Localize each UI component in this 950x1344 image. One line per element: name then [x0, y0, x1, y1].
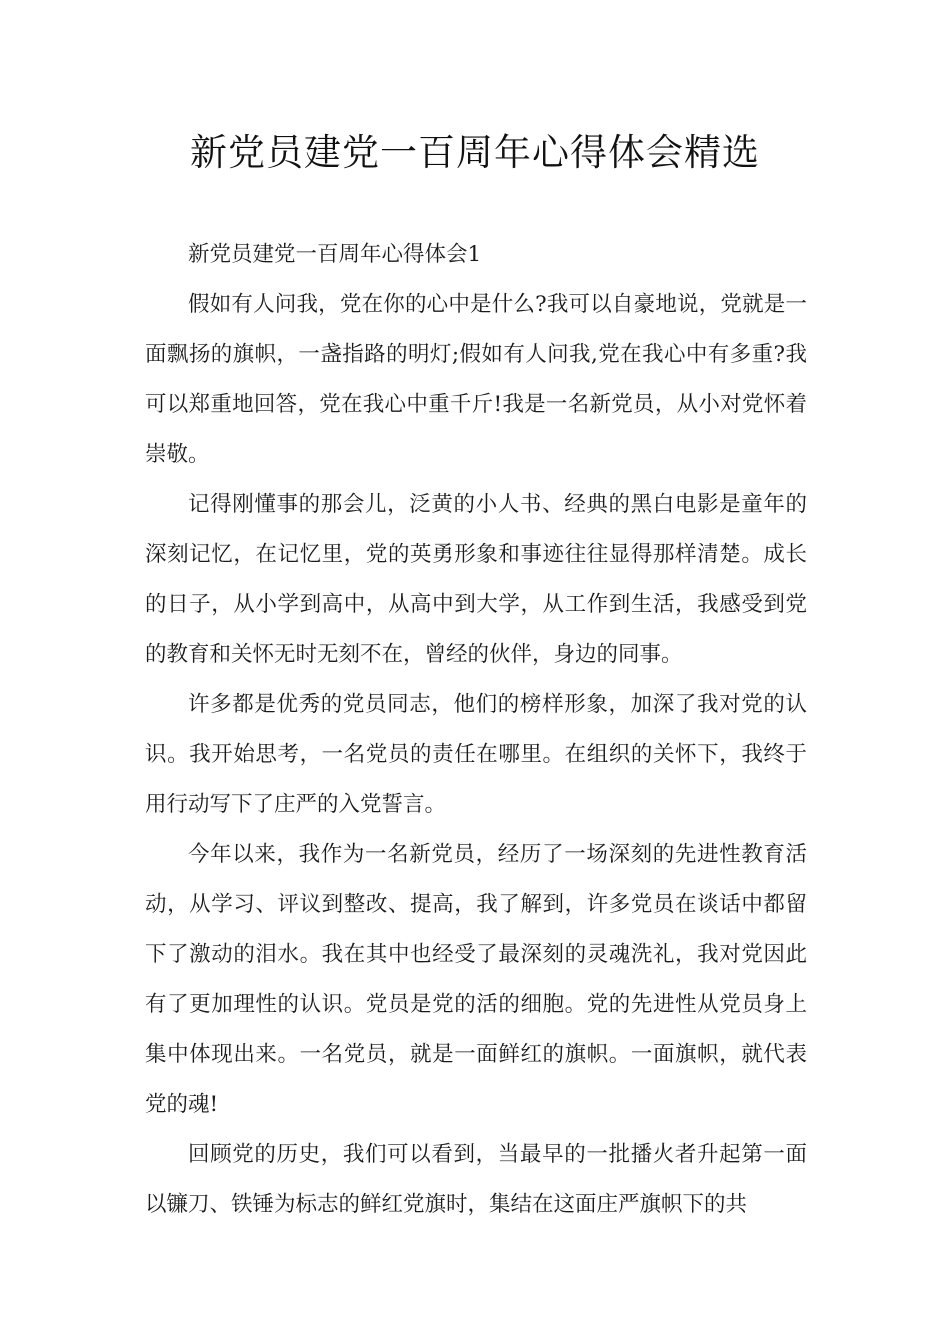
- paragraph-3: 许多都是优秀的党员同志，他们的榜样形象，加深了我对党的认识。我开始思考，一名党员的责任在哪里。在组织的关怀下，我终于用行动写下了庄严的入党誓言。: [145, 692, 807, 817]
- section-heading: 新党员建党一百周年心得体会1: [188, 242, 482, 267]
- paragraph-5: 回顾党的历史，我们可以看到，当最早的一批播火者升起第一面以镰刀、铁锤为标志的鲜红党旗时，集结在这面庄严旗帜下的共: [145, 1142, 807, 1217]
- document-body: [145, 230, 807, 1230]
- paragraph-1: 假如有人问我，党在你的心中是什么?我可以自豪地说，党就是一面飘扬的旗帜，一盏指路的明灯;假如有人问我,党在我心中有多重?我可以郑重地回答，党在我心中重千斤!我是一名新党员，从小对党怀着崇敬。: [145, 292, 807, 467]
- paragraph-2: 记得刚懂事的那会儿，泛黄的小人书、经典的黑白电影是童年的深刻记忆，在记忆里，党的英勇形象和事迹往往显得那样清楚。成长的日子，从小学到高中，从高中到大学，从工作到生活，我感受到党的教育和关怀无时无刻不在，曾经的伙伴，身边的同事。: [145, 492, 807, 667]
- paragraph-4: 今年以来，我作为一名新党员，经历了一场深刻的先进性教育活动，从学习、评议到整改、提高，我了解到，许多党员在谈话中都留下了激动的泪水。我在其中也经受了最深刻的灵魂洗礼，我对党因此有了更加理性的认识。党员是党的活的细胞。党的先进性从党员身上集中体现出来。一名党员，就是一面鲜红的旗帜。一面旗帜，就代表党的魂!: [145, 842, 807, 1117]
- document-title: 新党员建党一百周年心得体会精选: [190, 131, 760, 174]
